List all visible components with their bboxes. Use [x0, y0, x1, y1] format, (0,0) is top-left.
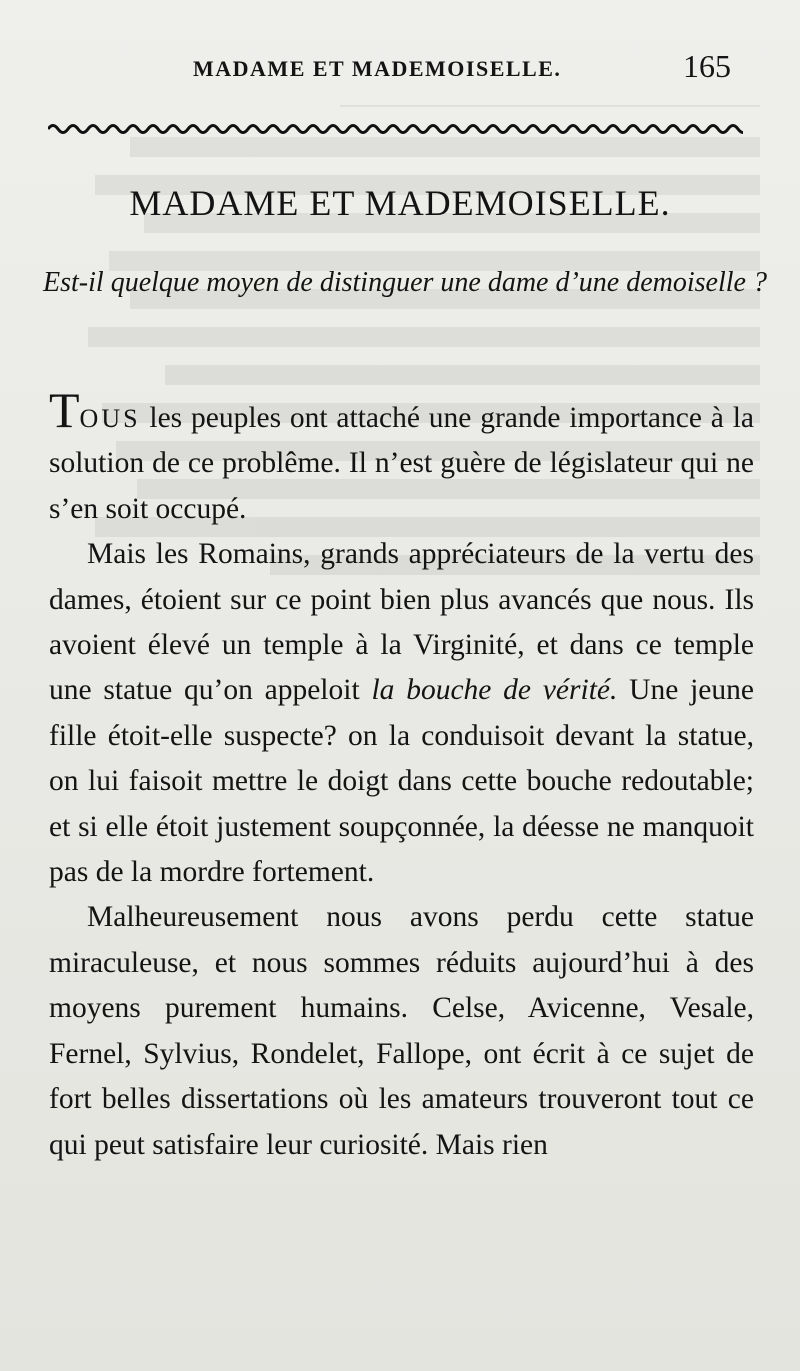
small-caps-opening: OUS	[79, 404, 141, 433]
chapter-subtitle: Est-il quelque moyen de distinguer une dame d’une demoiselle ?	[43, 267, 767, 298]
paragraph-3-text: Malheureusement nous avons perdu cette statue miraculeuse, et nous sommes réduits aujourd’hui à des moyens purement humains. Celse, Avicenne, Vesale, Fernel, Sylvius, Rondelet, Fallope, ont écrit à ce sujet de fort belles dissertations où les amateurs trouveront tout ce qui peut satisfaire leur curiosité. Mais rien	[49, 901, 754, 1161]
running-head-title: MADAME ET MADEMOISELLE.	[193, 56, 562, 81]
running-head	[0, 48, 800, 88]
decorative-wavy-rule	[48, 120, 743, 138]
page-number: 165	[683, 48, 731, 84]
paragraph-3	[49, 895, 754, 1167]
body-text	[49, 382, 754, 1168]
drop-cap: T	[49, 382, 80, 438]
paragraph-2	[49, 532, 754, 895]
paragraph-1	[49, 382, 754, 532]
paragraph-2-text-after: Une jeune fille étoit-elle suspecte? on la conduisoit devant la statue, on lui faisoit mettre le doigt dans cette bouche redoutable; et si elle étoit justement soupçonnée, la déesse ne manquoit pas de la mordre fortement.	[49, 674, 754, 889]
paragraph-1-text: les peuples ont attaché une grande importance à la solution de ce problême. Il n’est guère de législateur qui ne s’en soit occupé.	[49, 402, 754, 525]
paragraph-2-text-before: Mais les Romains, grands appréciateurs de la vertu des dames, étoient sur ce point bien plus avancés que nous. Ils avoient élevé un temple à la Virginité, et dans ce temple une statue qu’on appeloit	[49, 538, 754, 707]
chapter-heading: MADAME ET MADEMOISELLE.	[129, 183, 671, 223]
paragraph-2-italic: la bouche de vérité.	[371, 674, 618, 707]
